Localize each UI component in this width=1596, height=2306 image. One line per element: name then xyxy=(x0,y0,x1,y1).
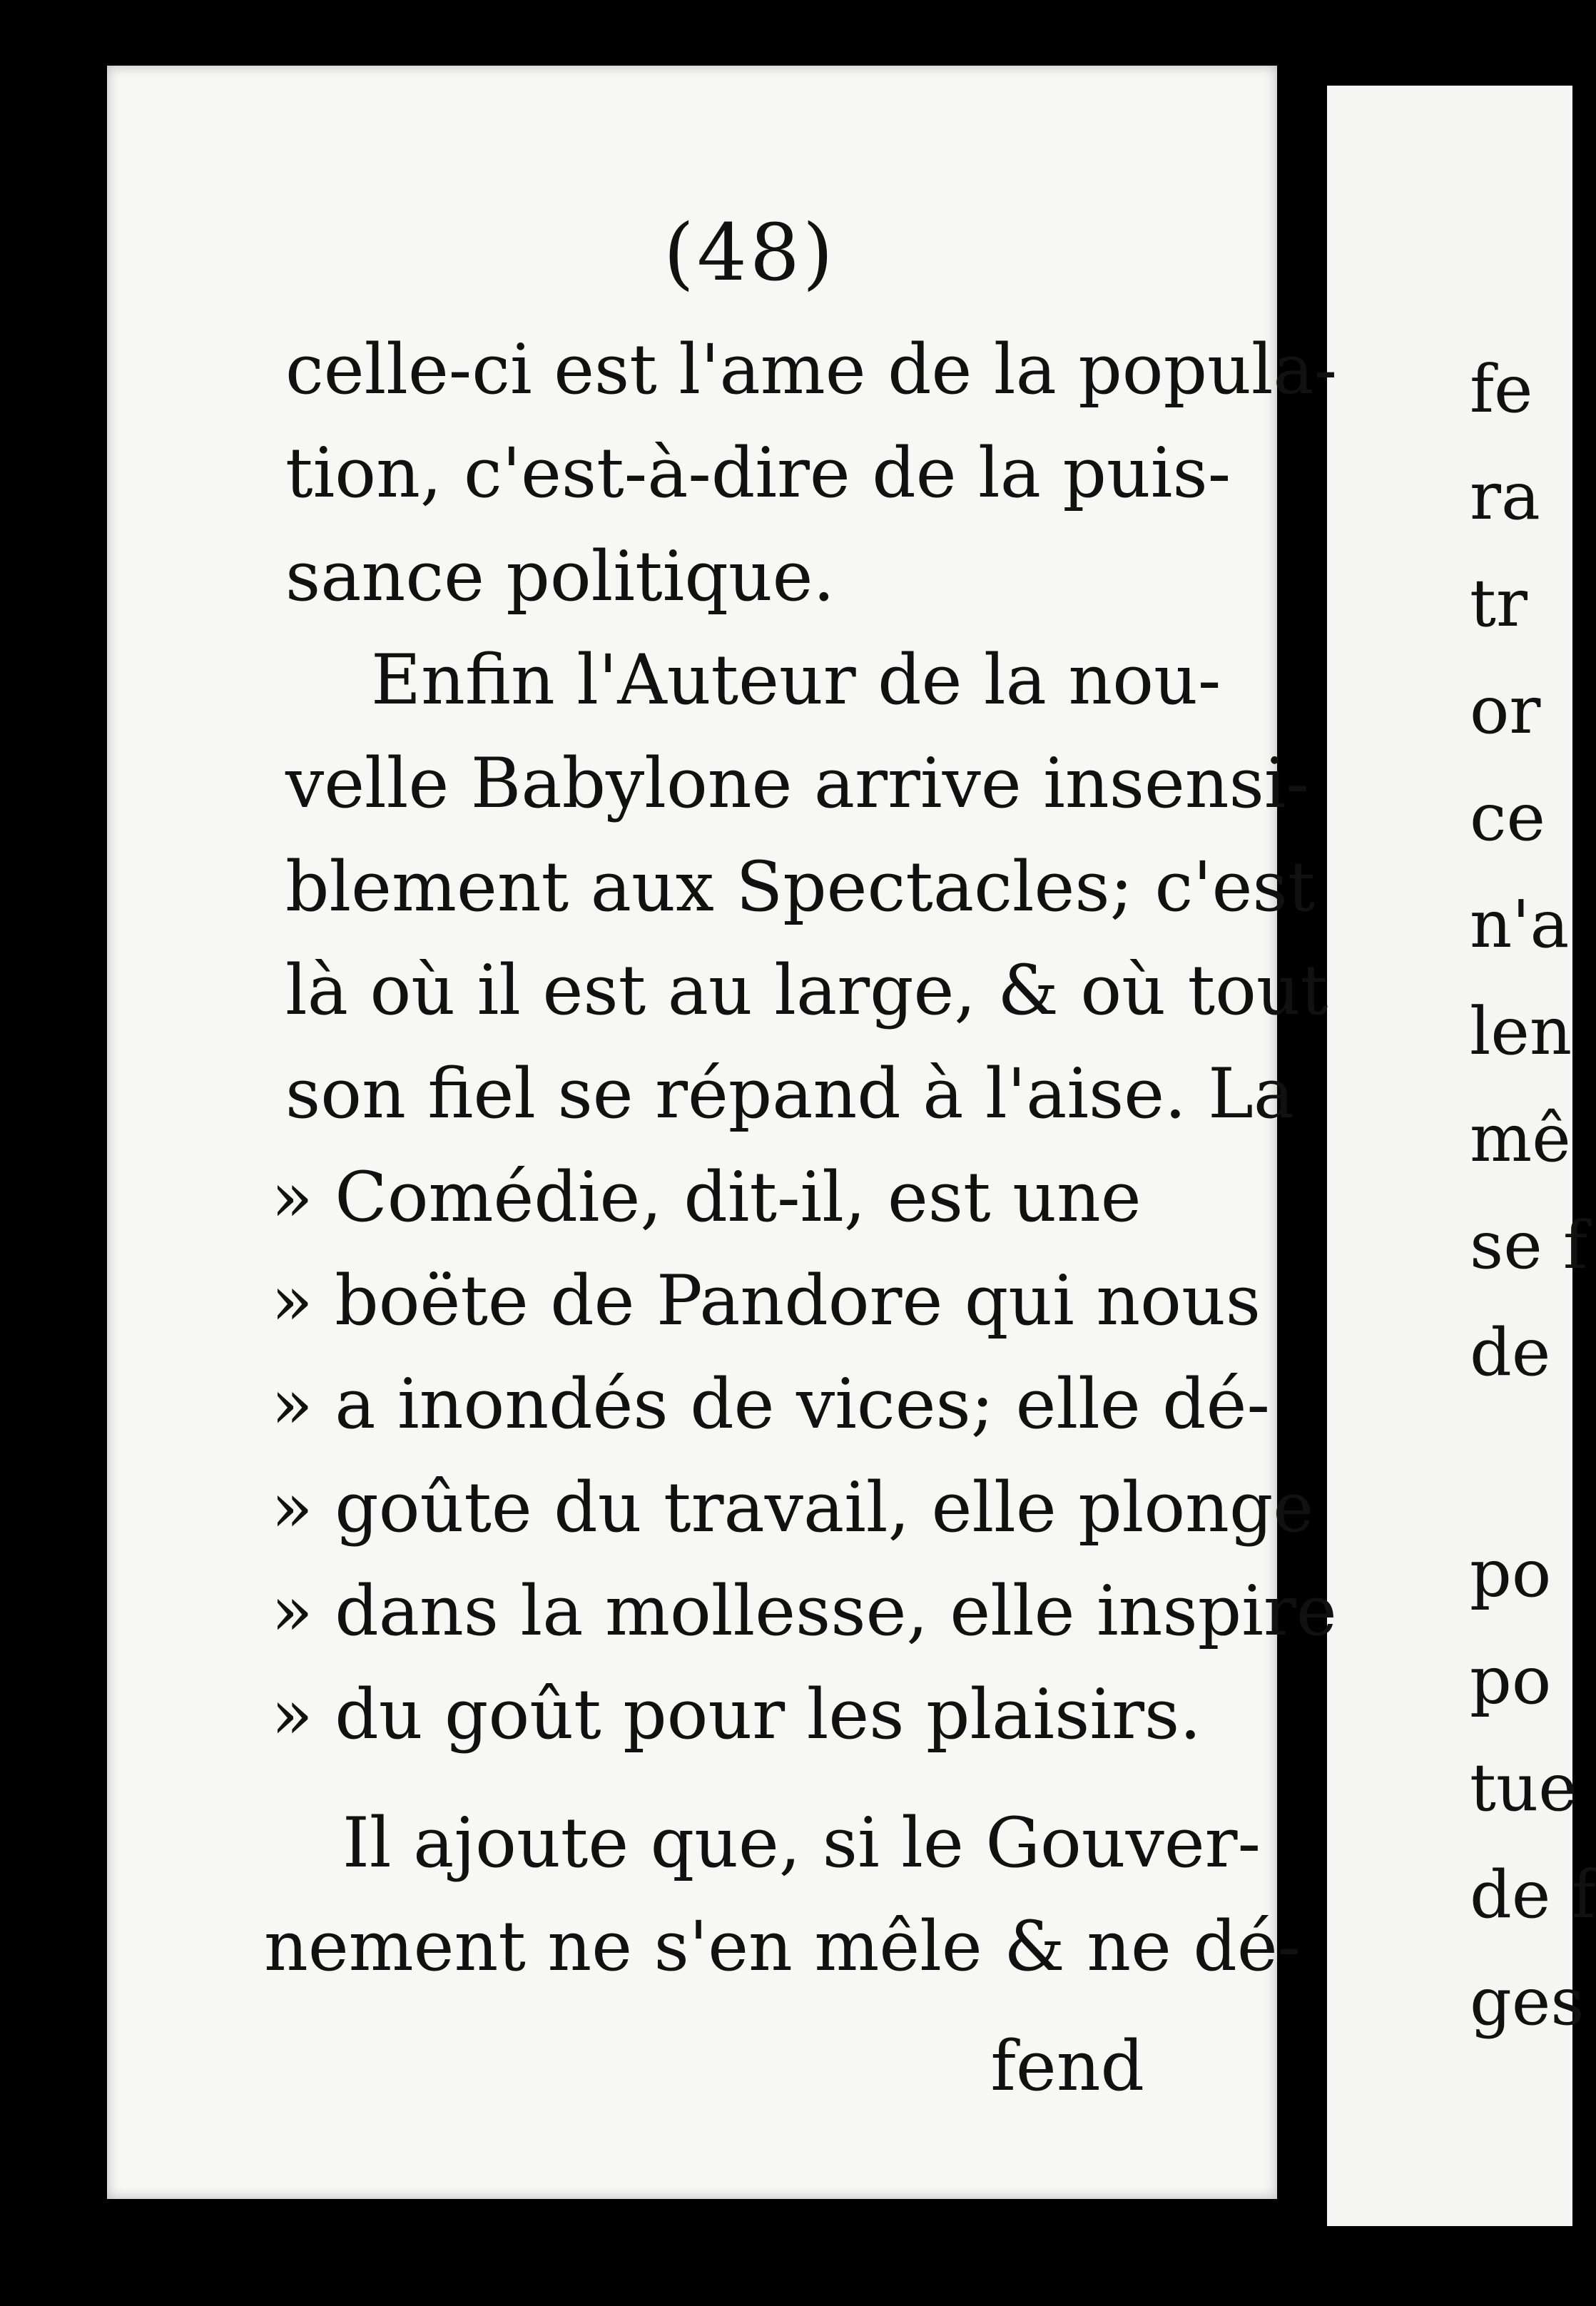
right-page-fragment: po xyxy=(1470,1535,1552,1612)
right-page-fragment: ges xyxy=(1470,1964,1585,2040)
right-page-fragment: se f xyxy=(1470,1207,1587,1284)
right-page-fragment: or xyxy=(1470,672,1541,748)
page-number: (48) xyxy=(664,207,836,298)
text-line: velle Babylone arrive insensi- xyxy=(285,743,1310,823)
text-line: nement ne s'en mêle & ne dé- xyxy=(264,1906,1301,1986)
right-page-fragment: de f xyxy=(1470,1857,1596,1933)
text-line: tion, c'est-à-dire de la puis- xyxy=(285,433,1231,513)
right-page-fragment: n'a xyxy=(1470,886,1570,962)
text-line: » du goût pour les plaisirs. xyxy=(271,1675,1201,1754)
text-line: » a inondés de vices; elle dé- xyxy=(271,1364,1270,1444)
text-line: » dans la mollesse, elle inspire xyxy=(271,1571,1337,1651)
text-line: Il ajoute que, si le Gouver- xyxy=(342,1803,1261,1883)
text-line: là où il est au large, & où tout xyxy=(285,950,1328,1030)
text-line: celle-ci est l'ame de la popula- xyxy=(285,330,1338,410)
right-page-fragment: ce xyxy=(1470,779,1545,855)
right-page-fragment: tue xyxy=(1470,1749,1577,1826)
text-line: Enfin l'Auteur de la nou- xyxy=(371,640,1221,720)
right-page-fragment: fe xyxy=(1470,351,1533,427)
right-page-fragment: mê xyxy=(1470,1100,1571,1177)
text-line: » goûte du travail, elle plonge xyxy=(271,1468,1314,1548)
catch-word: fend xyxy=(990,2026,1144,2106)
right-page-fragment: tr xyxy=(1470,565,1528,641)
text-line: » Comédie, dit-il, est une xyxy=(271,1157,1142,1237)
right-page-fragment: ra xyxy=(1470,458,1540,534)
right-page-fragment: po xyxy=(1470,1642,1552,1719)
text-line: son fiel se répand à l'aise. La xyxy=(285,1054,1295,1134)
right-page-fragment: len xyxy=(1470,993,1572,1070)
text-line: blement aux Spectacles; c'est xyxy=(285,847,1316,927)
right-page-fragment: de xyxy=(1470,1314,1551,1391)
text-line: sance politique. xyxy=(285,537,835,616)
text-line: » boëte de Pandore qui nous xyxy=(271,1261,1261,1341)
